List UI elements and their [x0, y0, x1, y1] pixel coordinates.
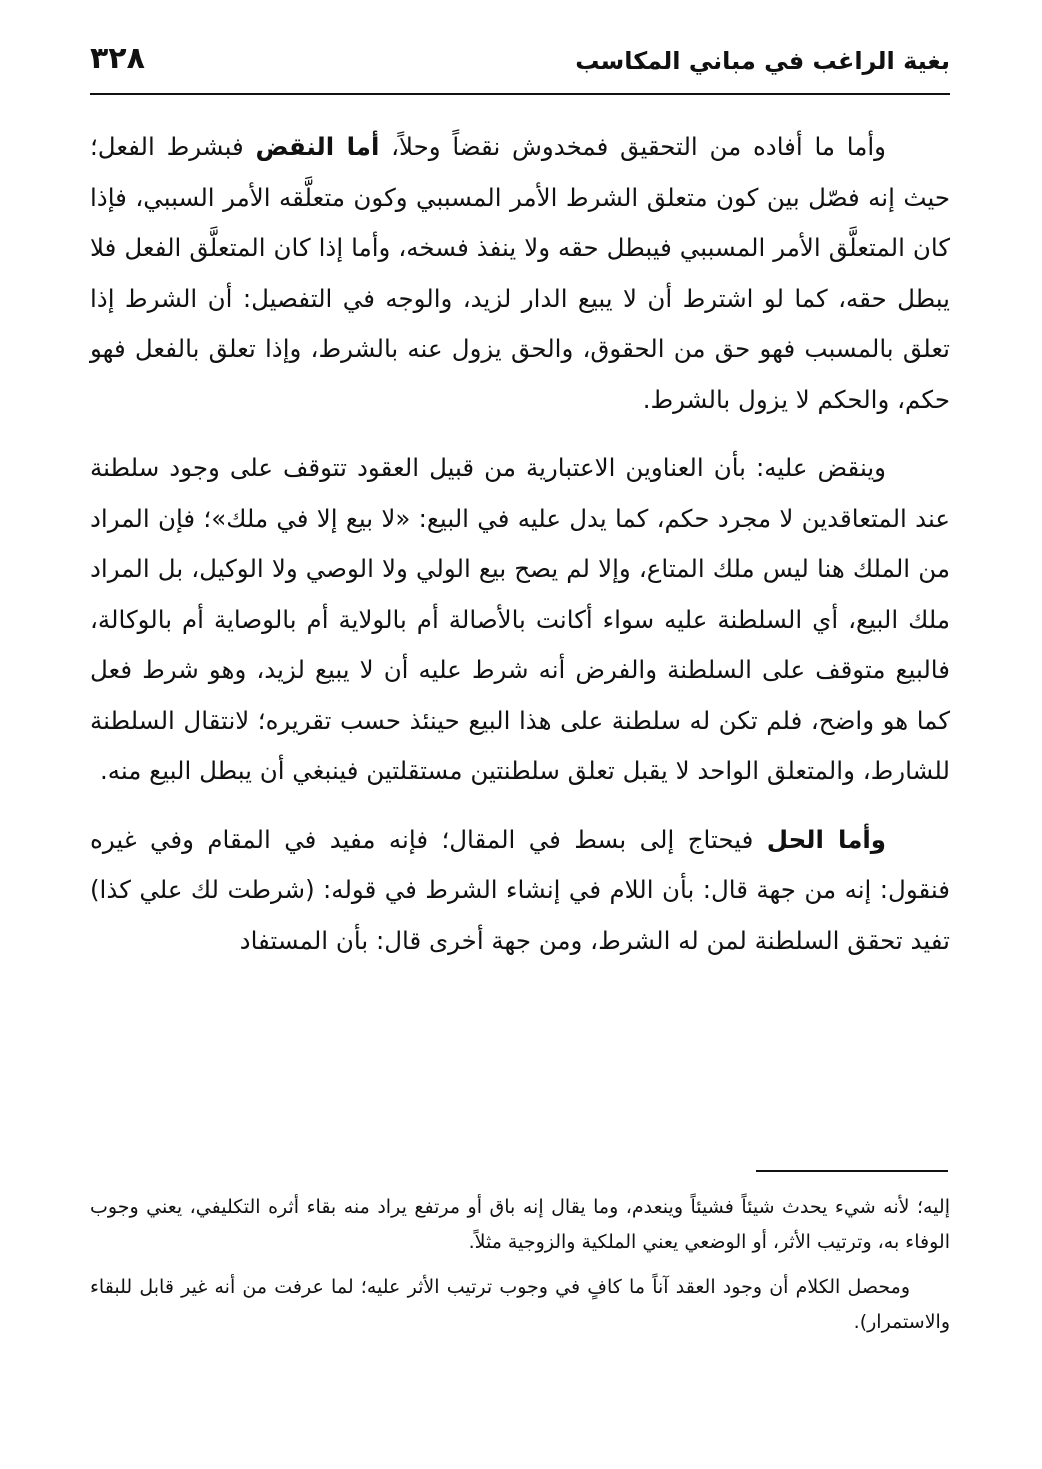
header-divider — [90, 93, 950, 95]
footnote-summary: ومحصل الكلام أن وجود العقد آناً ما كافٍ في وجوب ترتيب الأثر عليه؛ لما عرفت من أنه غير قابل للبقاء والاستمرار). — [90, 1276, 950, 1333]
paragraph-1-intro: وأما ما أفاده من التحقيق فمخدوش نقضاً وحلاً، — [379, 132, 886, 161]
page-number: ٣٢٨ — [90, 41, 145, 76]
running-title: بغية الراغب في مباني المكاسب — [575, 47, 950, 75]
main-text — [90, 122, 950, 984]
paragraph-1 — [90, 122, 950, 425]
paragraph-2: وينقض عليه: بأن العناوين الاعتبارية من قبيل العقود تتوقف على وجود سلطنة عند المتعاقدين لا مجرد حكم، كما يدل عليه في البيع: «لا بيع إلا في ملك»؛ فإن المراد من الملك هنا ليس ملك المتاع، وإلا لم يصح بيع الولي ولا الوصي ولا الوكيل، بل المراد ملك البيع، أي السلطنة عليه سواء أكانت بالأصالة أم بالولاية أم بالوصاية أم بالوكالة، فالبيع متوقف على السلطنة والفرض أنه شرط عليه أن لا يبيع لزيد، وهو شرط فعل كما هو واضح، فلم تكن له سلطنة على هذا البيع حينئذ حسب تقريره؛ لانتقال السلطنة للشارط، والمتعلق الواحد لا يقبل تعلق سلطنتين مستقلتين فينبغي أن يبطل البيع منه. — [90, 453, 950, 785]
paragraph-3 — [90, 815, 950, 967]
footnote-continuation: إليه؛ لأنه شيء يحدث شيئاً فشيئاً وينعدم، وما يقال إنه باق أو مرتفع يراد منه بقاء أثره التكليفي، يعني وجوب الوفاء به، وترتيب الأثر، أو الوضعي يعني الملكية والزوجية مثلاً. — [90, 1196, 950, 1253]
footnote-divider — [756, 1170, 948, 1172]
paragraph-1-body: فبشرط الفعل؛ حيث إنه فصّل بين كون متعلق الشرط الأمر المسببي وكون متعلَّقه الأمر السببي، فإذا كان المتعلَّق الأمر المسببي فيبطل حقه ولا ينفذ فسخه، وأما إذا كان المتعلَّق الفعل فلا يبطل حقه، كما لو اشترط أن لا يبيع الدار لزيد، والوجه في التفصيل: أن الشرط إذا تعلق بالمسبب فهو حق من الحقوق، والحق يزول عنه بالشرط، وإذا تعلق بالفعل فهو حكم، والحكم لا يزول بالشرط. — [90, 132, 950, 414]
footnotes — [90, 1190, 950, 1350]
page-header — [90, 40, 950, 88]
paragraph-1-heading: أما النقض — [255, 132, 380, 161]
paragraph-3-heading: وأما الحل — [766, 824, 887, 854]
paragraph-3-body: فيحتاج إلى بسط في المقال؛ فإنه مفيد في المقام وفي غيره فنقول: إنه من جهة قال: بأن اللام في إنشاء الشرط في قوله: (شرطت لك علي كذا) تفيد تحقق السلطنة لمن له الشرط، ومن جهة أخرى قال: بأن المستفاد — [90, 824, 950, 955]
